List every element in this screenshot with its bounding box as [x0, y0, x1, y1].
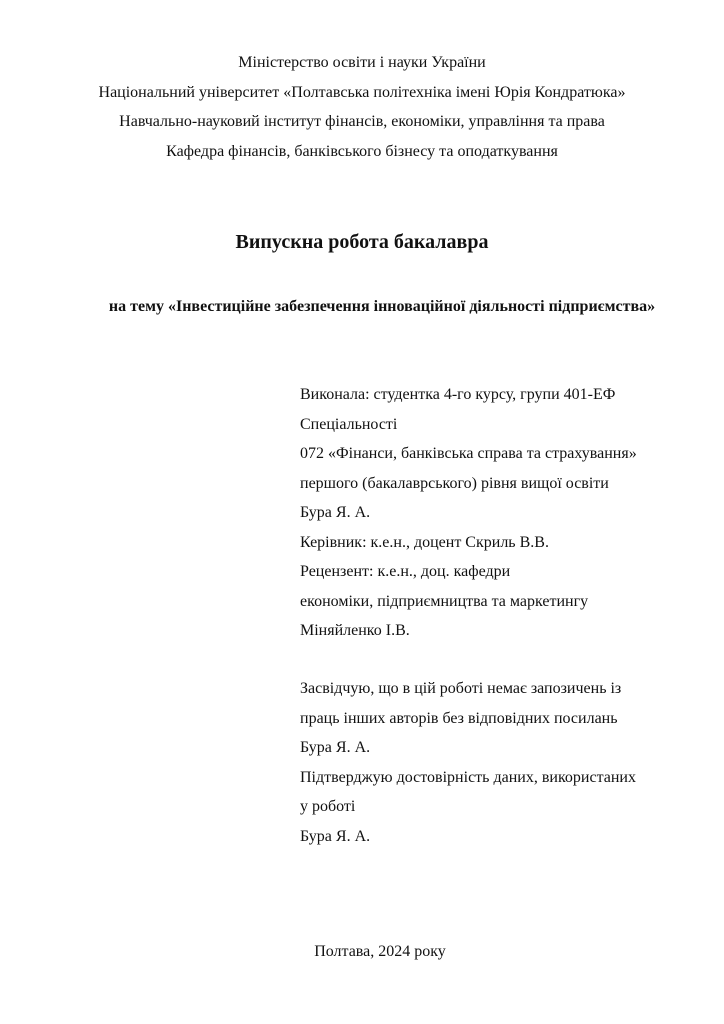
declaration-signature-1: Бура Я. А.: [300, 739, 371, 756]
author-line: Виконала: студентка 4-го курсу, групи 401-ЕФ: [300, 386, 616, 403]
confirmation-line-2: у роботі: [300, 798, 356, 815]
author-name: Бура Я. А.: [300, 504, 371, 521]
reviewer-line: Рецензент: к.е.н., доц. кафедри: [300, 563, 511, 580]
specialty-label: Спеціальності: [300, 415, 398, 433]
institution-header: [0, 48, 724, 166]
declaration-block: [300, 674, 700, 851]
institute-line: Навчально-науковий інститут фінансів, економіки, управління та права: [119, 113, 605, 130]
document-title: Випускна робота бакалавра: [235, 231, 489, 253]
city-year-footer: Полтава, 2024 року: [314, 943, 446, 960]
department-line: Кафедра фінансів, банківського бізнесу та оподаткування: [166, 142, 558, 160]
reviewer-department-line: економіки, підприємництва та маркетингу: [300, 592, 589, 610]
declaration-line-2: праць інших авторів без відповідних посилань: [300, 709, 618, 727]
ministry-line: Міністерство освіти і науки України: [238, 54, 486, 71]
reviewer-name: Міняйленко І.В.: [300, 622, 410, 639]
confirmation-line-1: Підтверджую достовірність даних, використаних: [300, 768, 636, 786]
thesis-theme: на тему «Інвестиційне забезпечення інноваційної діяльності підприємства»: [108, 298, 656, 315]
declaration-line-1: Засвідчую, що в цій роботі немає запозичень із: [300, 680, 622, 697]
degree-level-line: першого (бакалаврського) рівня вищої освіти: [300, 474, 609, 492]
theme-block: [0, 295, 724, 319]
declaration-signature-2: Бура Я. А.: [300, 827, 371, 845]
specialty-line: 072 «Фінанси, банківська справа та страхування»: [300, 445, 637, 462]
supervisor-line: Керівник: к.е.н., доцент Скриль В.В.: [300, 533, 549, 551]
author-info-block: [300, 380, 700, 646]
university-line: Національний університет «Полтавська політехніка імені Юрія Кондратюка»: [98, 83, 626, 101]
